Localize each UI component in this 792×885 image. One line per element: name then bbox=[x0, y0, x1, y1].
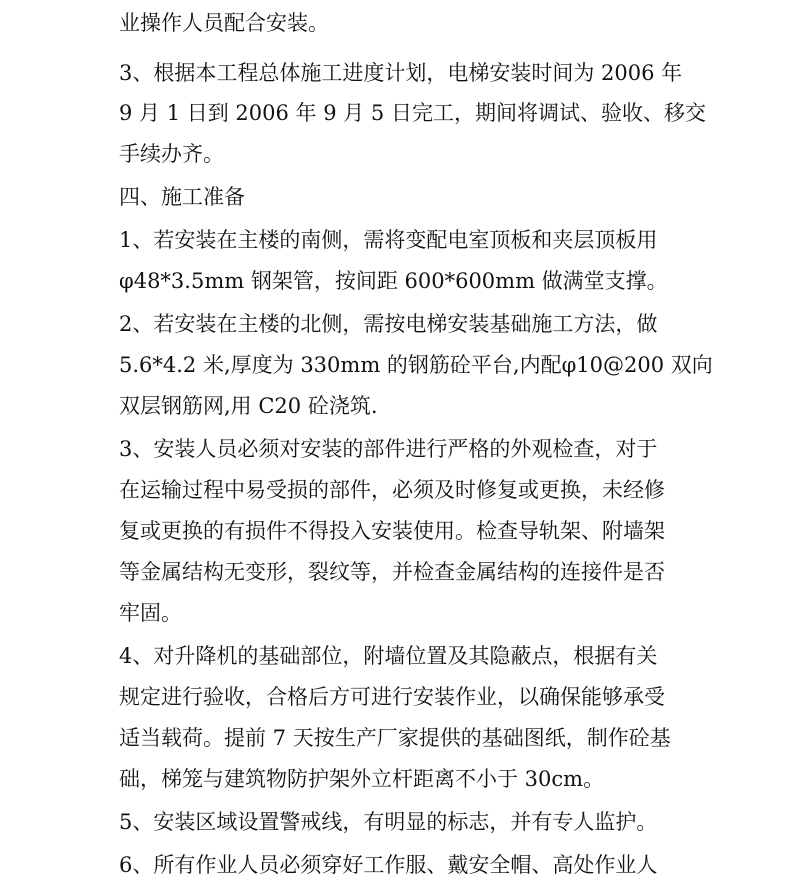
text-line: 规定进行验收，合格后方可进行安装作业，以确保能够承受 bbox=[119, 685, 665, 709]
text-line: 6、所有作业人员必须穿好工作服、戴安全帽、高处作业人 bbox=[119, 853, 658, 877]
text-line: 双层钢筋网,用 C20 砼浇筑. bbox=[119, 394, 378, 418]
text-line: 3、根据本工程总体施工进度计划，电梯安装时间为 2006 年 bbox=[119, 61, 683, 85]
text-line: 9 月 1 日到 2006 年 9 月 5 日完工，期间将调试、验收、移交 bbox=[119, 101, 706, 125]
text-line: 在运输过程中易受损的部件，必须及时修复或更换，未经修 bbox=[119, 478, 665, 502]
text-line: 业操作人员配合安装。 bbox=[119, 11, 329, 35]
text-line: 等金属结构无变形，裂纹等，并检查金属结构的连接件是否 bbox=[119, 560, 665, 584]
text-line: φ48*3.5mm 钢架管，按间距 600*600mm 做满堂支撑。 bbox=[119, 269, 668, 293]
text-line: 牢固。 bbox=[119, 601, 182, 625]
text-line: 2、若安装在主楼的北侧，需按电梯安装基础施工方法，做 bbox=[119, 312, 658, 336]
text-line: 3、安装人员必须对安装的部件进行严格的外观检查，对于 bbox=[119, 437, 658, 461]
text-line: 手续办齐。 bbox=[119, 142, 224, 166]
text-line: 4、对升降机的基础部位，附墙位置及其隐蔽点，根据有关 bbox=[119, 644, 658, 668]
text-line: 1、若安装在主楼的南侧，需将变配电室顶板和夹层顶板用 bbox=[119, 228, 658, 252]
text-line: 础，梯笼与建筑物防护架外立杆距离不小于 30cm。 bbox=[119, 767, 605, 791]
text-line: 5.6*4.2 米,厚度为 330mm 的钢筋砼平台,内配φ10@200 双向 bbox=[119, 353, 713, 377]
text-line: 复或更换的有损件不得投入安装使用。检查导轨架、附墙架 bbox=[119, 519, 665, 543]
text-line: 5、安装区域设置警戒线，有明显的标志，并有专人监护。 bbox=[119, 810, 658, 834]
text-line: 适当载荷。提前 7 天按生产厂家提供的基础图纸，制作砼基 bbox=[119, 726, 671, 750]
section-heading: 四、施工准备 bbox=[119, 185, 245, 209]
